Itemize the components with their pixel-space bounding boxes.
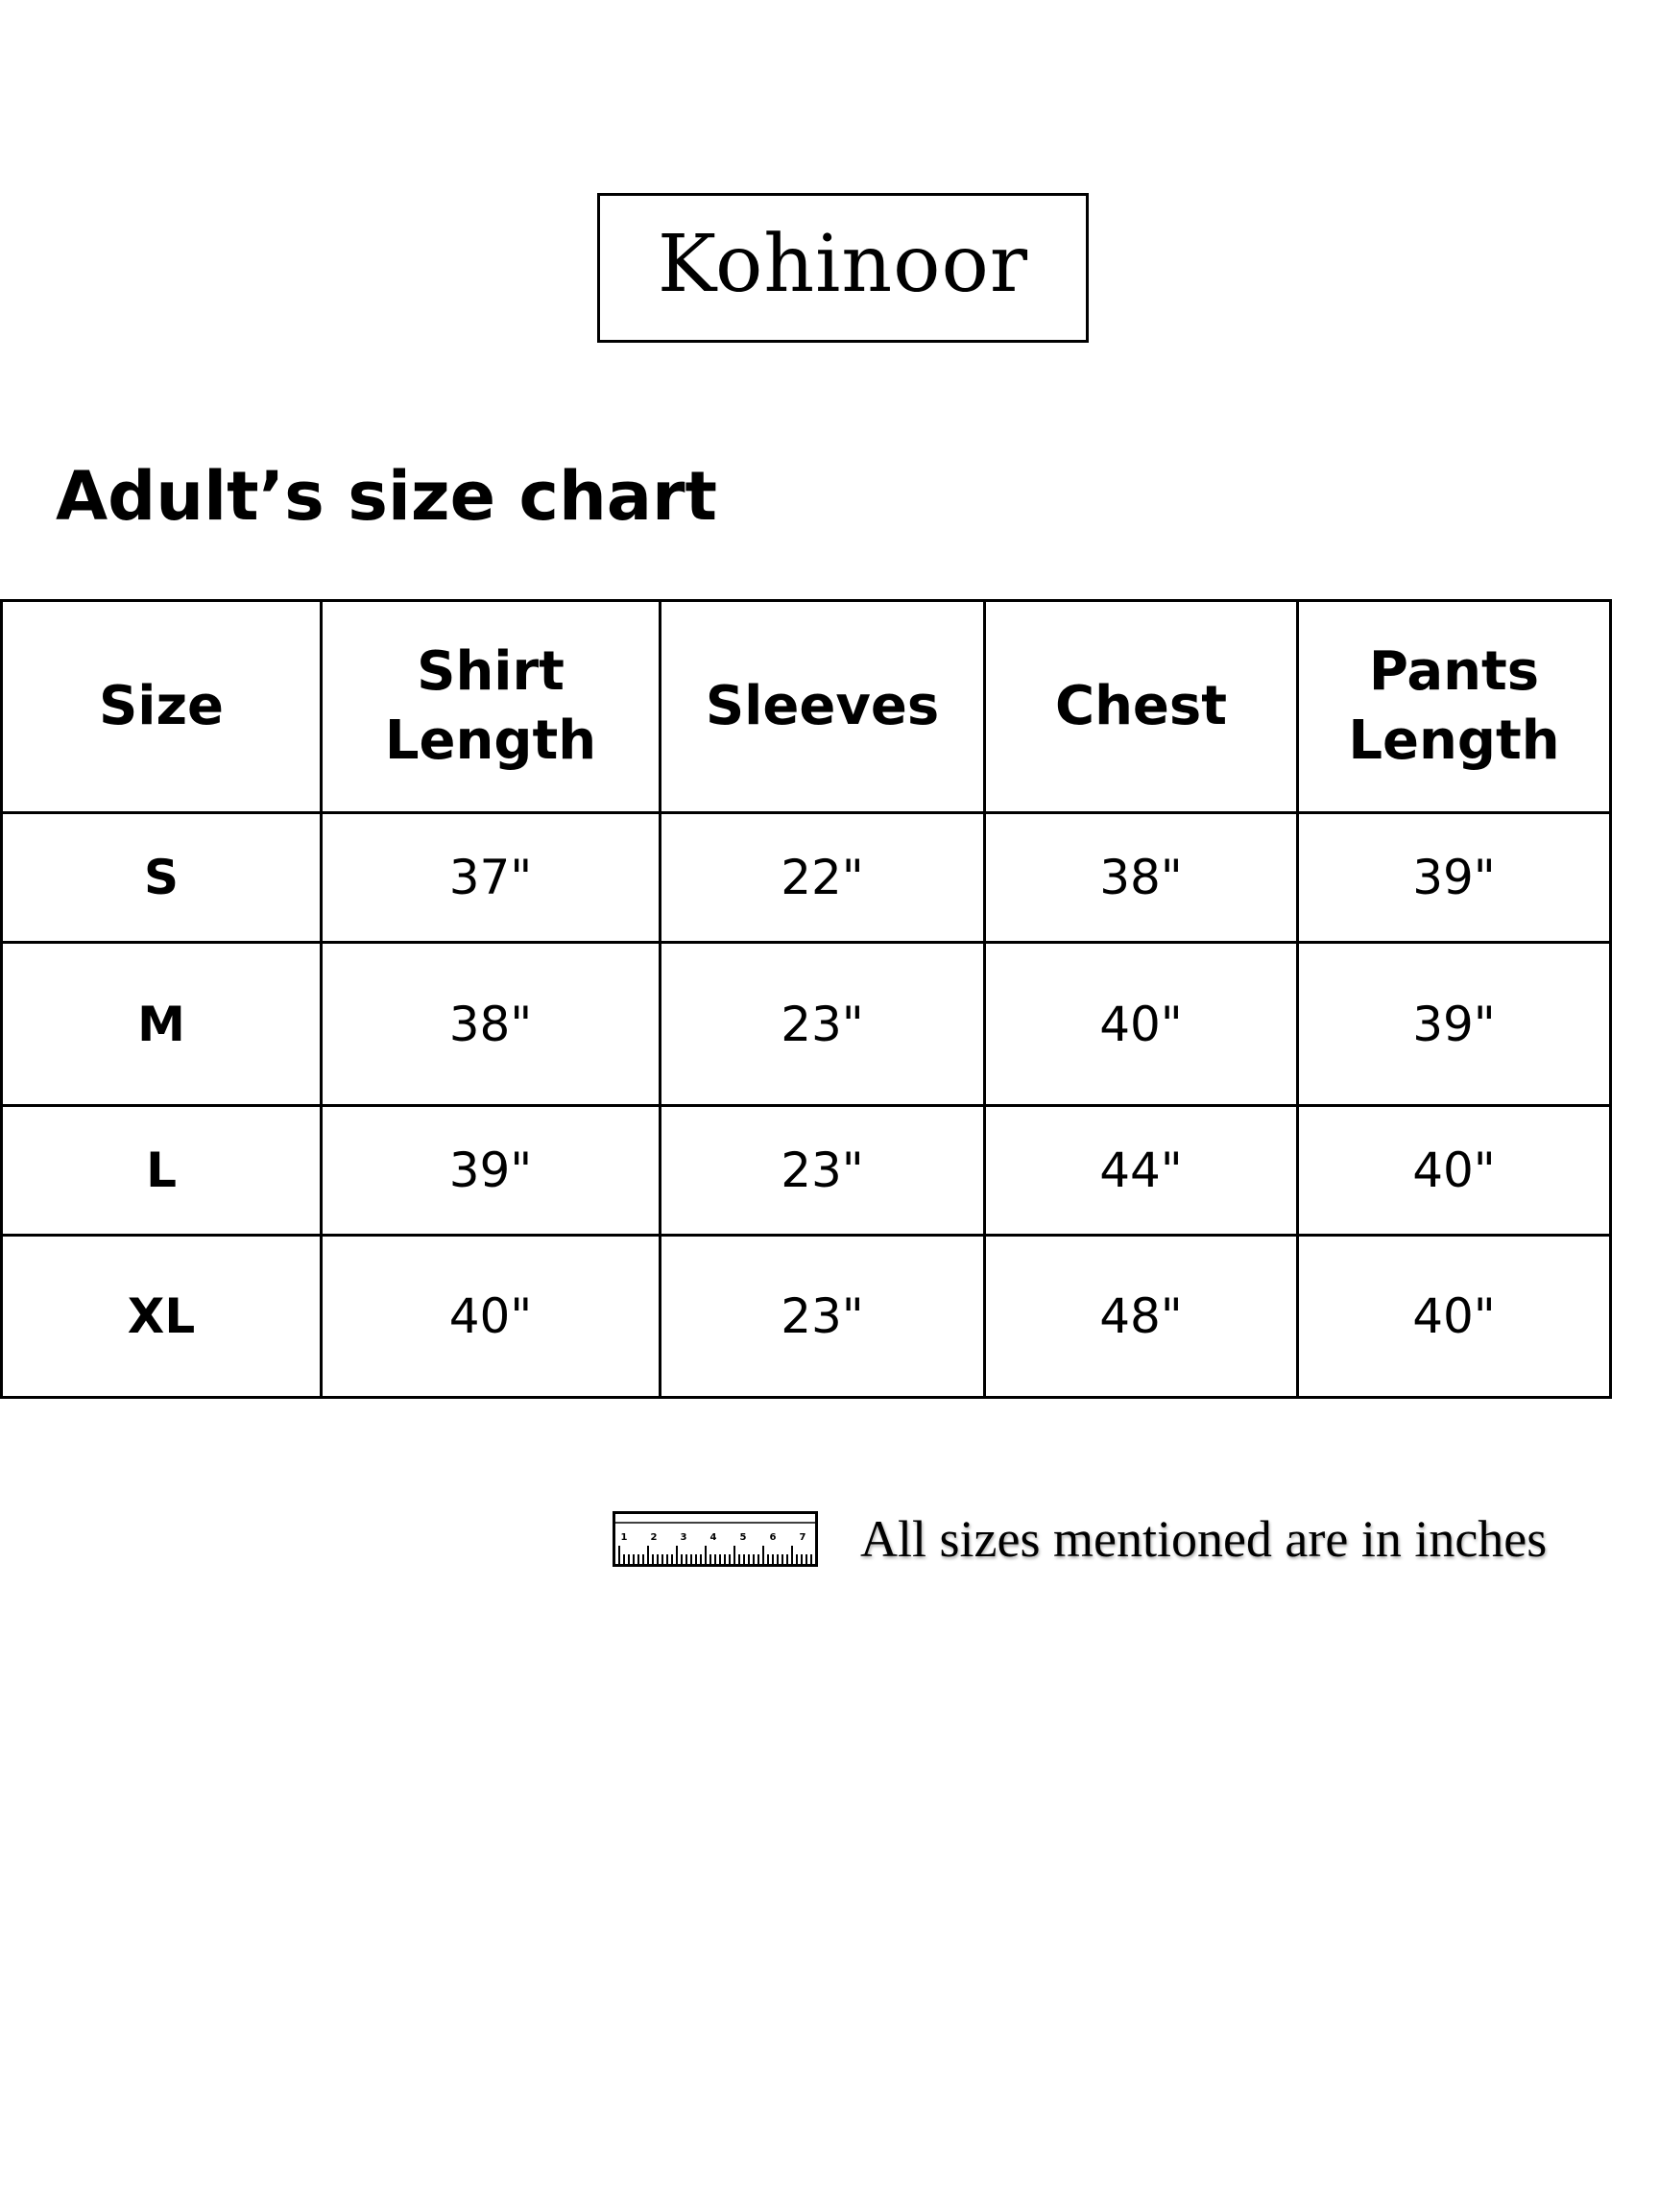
brand-logo <box>597 193 1089 343</box>
table-row <box>2 813 1611 943</box>
pants-length-cell: 39" <box>1298 813 1611 943</box>
ruler-number: 4 <box>709 1532 717 1543</box>
size-cell: S <box>2 813 322 943</box>
brand-logo-text: Kohinoor <box>657 219 1029 310</box>
header-label: Chest <box>1054 675 1228 737</box>
shirt-length-cell: 37" <box>322 813 661 943</box>
units-note-text: All sizes mentioned are in inches <box>860 1510 1548 1568</box>
chest-cell: 44" <box>985 1106 1298 1236</box>
header-label: Pants <box>1368 640 1540 703</box>
size-cell: M <box>2 943 322 1106</box>
header-label: Size <box>98 675 225 737</box>
header-label: Length <box>384 709 597 772</box>
size-cell: XL <box>2 1236 322 1398</box>
units-note <box>613 1511 1547 1567</box>
table-header-row <box>2 601 1611 813</box>
pants-length-cell: 40" <box>1298 1236 1611 1398</box>
header-sleeves <box>661 601 985 813</box>
header-shirt-length <box>322 601 661 813</box>
pants-length-cell: 39" <box>1298 943 1611 1106</box>
pants-length-cell: 40" <box>1298 1106 1611 1236</box>
chest-cell: 40" <box>985 943 1298 1106</box>
header-size <box>2 601 322 813</box>
table-row <box>2 1106 1611 1236</box>
header-label: Length <box>1348 709 1560 772</box>
sleeves-cell: 22" <box>661 813 985 943</box>
sleeves-cell: 23" <box>661 943 985 1106</box>
ruler-number: 5 <box>739 1532 747 1543</box>
ruler-number: 6 <box>769 1532 777 1543</box>
shirt-length-cell: 40" <box>322 1236 661 1398</box>
chart-title: Adult’s size chart <box>56 457 717 536</box>
table-row <box>2 1236 1611 1398</box>
sleeves-cell: 23" <box>661 1236 985 1398</box>
header-label: Sleeves <box>705 675 940 737</box>
size-cell: L <box>2 1106 322 1236</box>
chest-cell: 48" <box>985 1236 1298 1398</box>
ruler-number: 3 <box>680 1532 687 1543</box>
ruler-icon <box>613 1511 818 1567</box>
shirt-length-cell: 39" <box>322 1106 661 1236</box>
header-label: Shirt <box>417 640 565 703</box>
header-chest <box>985 601 1298 813</box>
size-chart-table <box>0 599 1612 1399</box>
ruler-number: 2 <box>650 1532 658 1543</box>
shirt-length-cell: 38" <box>322 943 661 1106</box>
ruler-number: 1 <box>620 1532 628 1543</box>
ruler-number: 7 <box>799 1532 806 1543</box>
chest-cell: 38" <box>985 813 1298 943</box>
table-row <box>2 943 1611 1106</box>
sleeves-cell: 23" <box>661 1106 985 1236</box>
header-pants-length <box>1298 601 1611 813</box>
